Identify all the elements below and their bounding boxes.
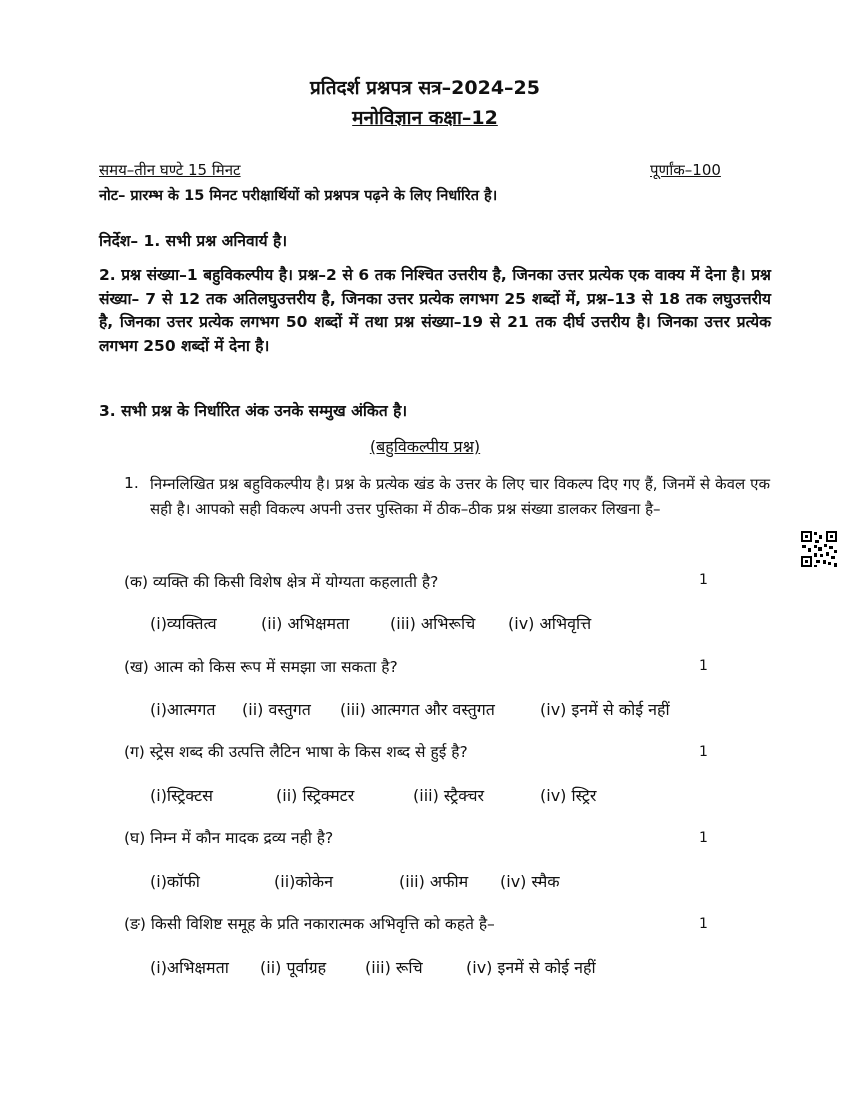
question-kha: (ख) आत्म को किस रूप में समझा जा सकता है? <box>124 658 398 676</box>
question-ka: (क) व्यक्ति की किसी विशेष क्षेत्र में योग्यता कहलाती है? <box>124 573 439 591</box>
marks-kha: 1 <box>699 658 708 674</box>
question-number: 1. <box>124 474 139 492</box>
instruction-3: 3. सभी प्रश्न के निर्धारित अंक उनके सम्मुख अंकित है। <box>99 402 408 420</box>
option-ka-ii: (ii) अभिक्षमता <box>261 614 350 633</box>
option-ka-iv: (iv) अभिवृत्ति <box>508 614 592 633</box>
option-nga-iii: (iii) रूचि <box>365 958 423 977</box>
option-kha-i: (i)आत्मगत <box>150 700 216 719</box>
question-gha: (घ) निम्न में कौन मादक द्रव्य नही है? <box>124 829 334 847</box>
marks-ga: 1 <box>699 744 708 760</box>
option-ka-i: (i)व्यक्तित्व <box>150 614 217 633</box>
marks-nga: 1 <box>699 916 708 932</box>
paper-title: प्रतिदर्श प्रश्नपत्र सत्र–2024–25 <box>310 77 540 99</box>
option-ga-i: (i)स्ट्रिक्टस <box>150 786 213 805</box>
time-allowed: समय–तीन घण्टे 15 मिनट <box>99 161 241 179</box>
option-kha-iv: (iv) इनमें से कोई नहीं <box>540 700 670 719</box>
option-nga-ii: (ii) पूर्वाग्रह <box>260 958 327 977</box>
option-gha-iv: (iv) स्मैक <box>500 872 560 891</box>
marks-ka: 1 <box>699 572 708 588</box>
qr-code <box>800 530 838 568</box>
option-nga-iv: (iv) इनमें से कोई नहीं <box>466 958 596 977</box>
question-intro: निम्नलिखित प्रश्न बहुविकल्पीय है। प्रश्न के प्रत्येक खंड के उत्तर के लिए चार विकल्प दिए गए हैं, जिनमें से केवल एक सही है। आपको सही विकल्प अपनी उत्तर पुस्तिका में ठीक–ठीक प्रश्न संख्या डालकर लिखना है– <box>150 475 770 518</box>
option-ga-iv: (iv) स्ट्रिर <box>540 786 597 805</box>
question-ga: (ग) स्ट्रेस शब्द की उत्पत्ति लैटिन भाषा के किस शब्द से हुई है? <box>124 743 468 761</box>
note: नोट– प्रारम्भ के 15 मिनट परीक्षार्थियों को प्रश्नपत्र पढ़ने के लिए निर्धारित है। <box>99 188 498 204</box>
marks-gha: 1 <box>699 830 708 846</box>
max-marks: पूर्णांक–100 <box>650 161 721 179</box>
option-ga-iii: (iii) स्ट्रैक्चर <box>413 786 485 805</box>
option-gha-ii: (ii)कोकेन <box>274 872 333 891</box>
instruction-2: 2. प्रश्न संख्या–1 बहुविकल्पीय है। प्रश्न–2 से 6 तक निश्चित उत्तरीय है, जिनका उत्तर प्रत्येक एक वाक्य में देना है। प्रश्न संख्या– 7 से 12 तक अतिलघुउत्तरीय है, जिनका उत्तर प्रत्येक लगभग 25 शब्दों में, प्रश्न–13 से 18 तक लघुउत्तरीय है, जिनका उत्तर प्रत्येक लगभग 50 शब्दों में तथा प्रश्न संख्या–19 से 21 तक दीर्घ उत्तरीय है। जिनका उत्तर प्रत्येक लगभग 250 शब्दों में देना है। <box>99 266 771 355</box>
option-kha-iii: (iii) आत्मगत और वस्तुगत <box>340 700 495 719</box>
option-gha-i: (i)कॉफी <box>150 872 200 891</box>
instruction-1: निर्देश– 1. सभी प्रश्न अनिवार्य है। <box>99 232 288 250</box>
option-kha-ii: (ii) वस्तुगत <box>242 700 311 719</box>
option-ga-ii: (ii) स्ट्रिक्मटर <box>276 786 355 805</box>
option-nga-i: (i)अभिक्षमता <box>150 958 229 977</box>
option-gha-iii: (iii) अफीम <box>399 872 469 891</box>
option-ka-iii: (iii) अभिरूचि <box>390 614 476 633</box>
subject-title: मनोविज्ञान कक्षा–12 <box>352 107 498 129</box>
question-nga: (ङ) किसी विशिष्ट समूह के प्रति नकारात्मक अभिवृत्ति को कहते है– <box>124 915 495 933</box>
section-heading: (बहुविकल्पीय प्रश्न) <box>369 437 481 456</box>
